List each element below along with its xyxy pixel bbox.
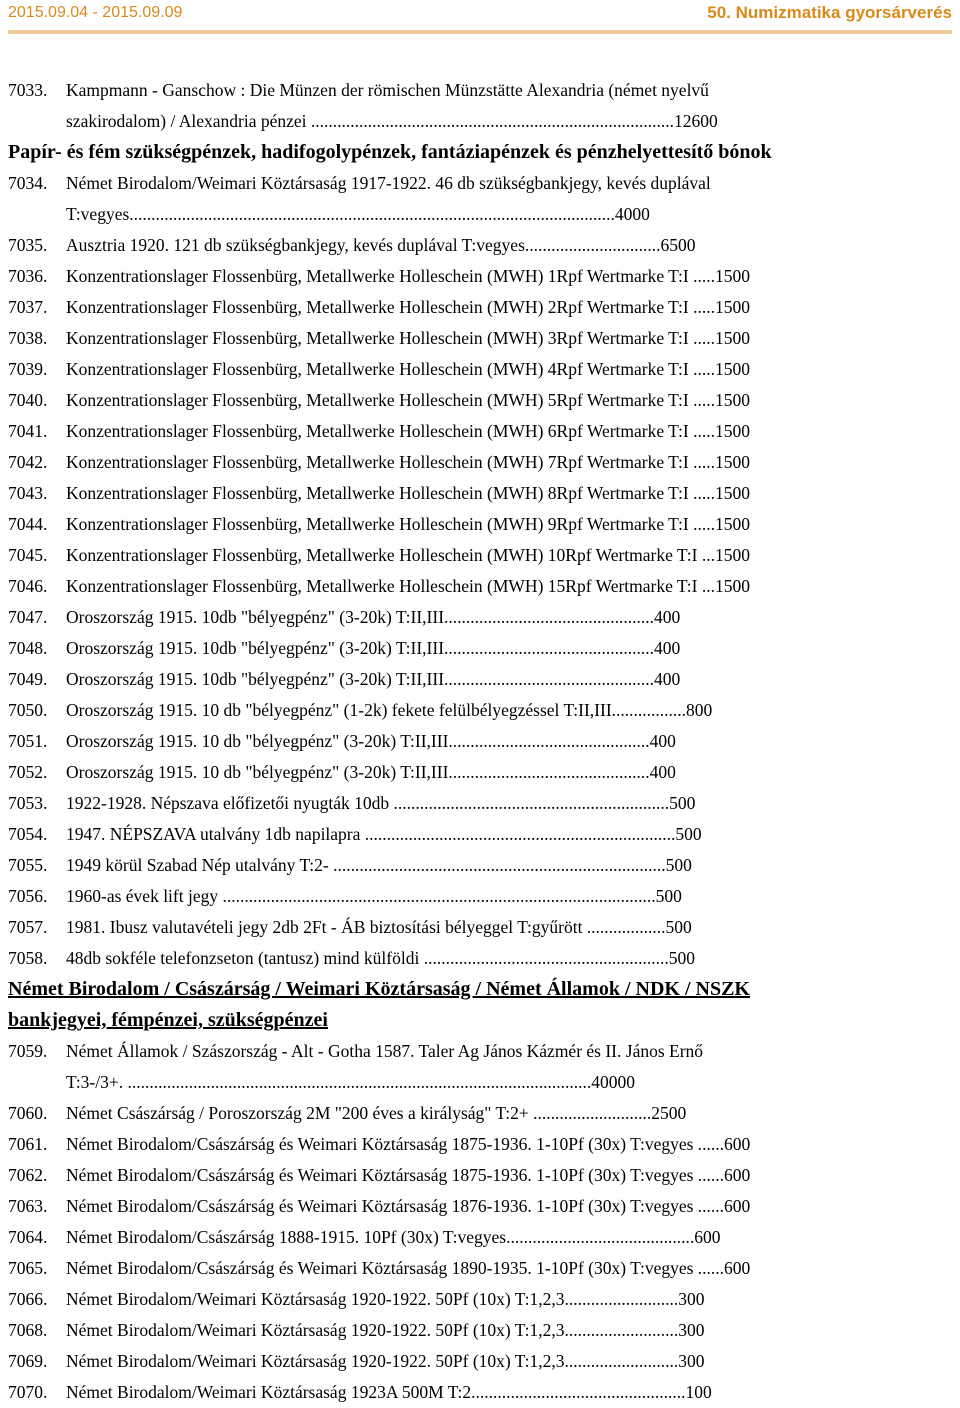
lot-number: 7033. [8, 80, 48, 100]
lot-description-line: Konzentrationslager Flossenbürg, Metallwerke Holleschein (MWH) 15Rpf Wertmarke T:I ...1500 [66, 576, 750, 596]
lot-number: 7060. [8, 1103, 48, 1123]
lot-number: 7048. [8, 638, 48, 658]
lot-description-line: Német Birodalom/Császárság és Weimari Köztársaság 1876-1936. 1-10Pf (30x) T:vegyes ......600 [66, 1196, 751, 1216]
lot-description-line: szakirodalom) / Alexandria pénzei ...................................................................................12600 [66, 111, 718, 131]
lot-list [8, 75, 874, 1408]
lot-number: 7063. [8, 1196, 48, 1216]
lot-number: 7050. [8, 700, 48, 720]
lot-description-line: Német Birodalom/Weimari Köztársaság 1923A 500M T:2.................................................100 [66, 1382, 712, 1402]
lot-entry [8, 354, 874, 385]
lot-number: 7046. [8, 576, 48, 596]
lot-description-line: 1960-as évek lift jegy ...................................................................................................500 [66, 886, 682, 906]
lot-description-line: Konzentrationslager Flossenbürg, Metallwerke Holleschein (MWH) 5Rpf Wertmarke T:I .....1500 [66, 390, 750, 410]
lot-description-line: 1949 körül Szabad Nép utalvány T:2- ............................................................................500 [66, 855, 692, 875]
lot-entry [8, 1346, 874, 1377]
lot-entry [8, 1377, 874, 1408]
lot-entry [8, 478, 874, 509]
lot-entry [8, 850, 874, 881]
lot-entry [8, 1253, 874, 1284]
lot-number: 7070. [8, 1382, 48, 1402]
lot-number: 7062. [8, 1165, 48, 1185]
lot-number: 7055. [8, 855, 48, 875]
lot-entry [8, 1222, 874, 1253]
lot-entry [8, 819, 874, 850]
lot-description-line: T:vegyes...............................................................................................................4000 [66, 204, 650, 224]
lot-description-line: Konzentrationslager Flossenbürg, Metallwerke Holleschein (MWH) 4Rpf Wertmarke T:I .....1500 [66, 359, 750, 379]
lot-entry [8, 695, 874, 726]
lot-entry [8, 633, 874, 664]
lot-description-line: Német Császárság / Poroszország 2M "200 éves a királyság" T:2+ ...........................2500 [66, 1103, 687, 1123]
lot-number: 7038. [8, 328, 48, 348]
lot-entry [8, 1191, 874, 1222]
lot-number: 7066. [8, 1289, 48, 1309]
lot-number: 7053. [8, 793, 48, 813]
lot-number: 7036. [8, 266, 48, 286]
lot-entry [8, 757, 874, 788]
lot-description-line: Német Birodalom/Weimari Köztársaság 1917-1922. 46 db szükségbankjegy, kevés duplával [66, 173, 711, 193]
lot-number: 7034. [8, 173, 48, 193]
lot-number: 7040. [8, 390, 48, 410]
lot-number: 7068. [8, 1320, 48, 1340]
lot-entry [8, 447, 874, 478]
lot-number: 7057. [8, 917, 48, 937]
lot-description-line: Konzentrationslager Flossenbürg, Metallwerke Holleschein (MWH) 8Rpf Wertmarke T:I .....1500 [66, 483, 750, 503]
lot-description-line: Német Birodalom/Weimari Köztársaság 1920-1922. 50Pf (10x) T:1,2,3..........................300 [66, 1351, 705, 1371]
lot-description-line: Oroszország 1915. 10 db "bélyegpénz" (3-20k) T:II,III..............................................400 [66, 731, 676, 751]
lot-entry [8, 664, 874, 695]
lot-description-line: Német Birodalom/Weimari Köztársaság 1920-1922. 50Pf (10x) T:1,2,3..........................300 [66, 1289, 705, 1309]
lot-number: 7041. [8, 421, 48, 441]
lot-description-line: Konzentrationslager Flossenbürg, Metallwerke Holleschein (MWH) 1Rpf Wertmarke T:I .....1500 [66, 266, 750, 286]
lot-number: 7037. [8, 297, 48, 317]
lot-number: 7045. [8, 545, 48, 565]
lot-number: 7049. [8, 669, 48, 689]
lot-entry [8, 385, 874, 416]
lot-entry [8, 1315, 874, 1346]
lot-description-line: 1947. NÉPSZAVA utalvány 1db napilapra .......................................................................500 [66, 824, 702, 844]
lot-entry [8, 416, 874, 447]
lot-entry [8, 1160, 874, 1191]
lot-entry [8, 168, 874, 230]
lot-number: 7054. [8, 824, 48, 844]
lot-number: 7043. [8, 483, 48, 503]
lot-description-line: 1922-1928. Népszava előfizetői nyugták 10db ...............................................................500 [66, 793, 696, 813]
lot-description-line: Német Államok / Szászország - Alt - Gotha 1587. Taler Ag János Kázmér és II. János Ernő [66, 1041, 704, 1061]
section-heading-line: Papír- és fém szükségpénzek, hadifogolypénzek, fantáziapénzek és pénzhelyettesítő bónok [8, 141, 772, 163]
section-heading-line: Német Birodalom / Császárság / Weimari Köztársaság / Német Államok / NDK / NSZK [8, 978, 750, 1000]
lot-entry [8, 1098, 874, 1129]
lot-entry [8, 881, 874, 912]
section-heading [8, 137, 874, 168]
lot-entry [8, 323, 874, 354]
auction-title: 50. Numizmatika gyorsárverés [707, 3, 952, 22]
lot-number: 7047. [8, 607, 48, 627]
page-header [0, 0, 960, 37]
lot-description-line: Konzentrationslager Flossenbürg, Metallwerke Holleschein (MWH) 2Rpf Wertmarke T:I .....1500 [66, 297, 750, 317]
lot-entry [8, 1129, 874, 1160]
lot-description-line: 1981. Ibusz valutavételi jegy 2db 2Ft - ÁB biztosítási bélyeggel T:gyűrött ..................500 [66, 917, 692, 937]
lot-number: 7069. [8, 1351, 48, 1371]
lot-number: 7059. [8, 1041, 48, 1061]
lot-description-line: Oroszország 1915. 10db "bélyegpénz" (3-20k) T:II,III................................................400 [66, 669, 681, 689]
lot-entry [8, 230, 874, 261]
lot-description-line: Konzentrationslager Flossenbürg, Metallwerke Holleschein (MWH) 10Rpf Wertmarke T:I ...1500 [66, 545, 750, 565]
lot-number: 7052. [8, 762, 48, 782]
lot-number: 7061. [8, 1134, 48, 1154]
section-heading [8, 974, 874, 1036]
lot-number: 7056. [8, 886, 48, 906]
lot-entry [8, 292, 874, 323]
lot-description-line: Oroszország 1915. 10db "bélyegpénz" (3-20k) T:II,III................................................400 [66, 638, 681, 658]
lot-description-line: 48db sokféle telefonzseton (tantusz) mind külföldi ........................................................500 [66, 948, 695, 968]
lot-number: 7044. [8, 514, 48, 534]
lot-number: 7039. [8, 359, 48, 379]
lot-description-line: Ausztria 1920. 121 db szükségbankjegy, kevés duplával T:vegyes...............................6500 [66, 235, 696, 255]
lot-entry [8, 571, 874, 602]
lot-description-line: Német Birodalom/Császárság és Weimari Köztársaság 1875-1936. 1-10Pf (30x) T:vegyes ......600 [66, 1165, 751, 1185]
lot-number: 7065. [8, 1258, 48, 1278]
lot-description-line: Oroszország 1915. 10db "bélyegpénz" (3-20k) T:II,III................................................400 [66, 607, 681, 627]
lot-description-line: Konzentrationslager Flossenbürg, Metallwerke Holleschein (MWH) 6Rpf Wertmarke T:I .....1500 [66, 421, 750, 441]
section-heading-line: bankjegyei, fémpénzei, szükségpénzei [8, 1009, 328, 1031]
lot-entry [8, 912, 874, 943]
lot-entry [8, 788, 874, 819]
lot-description-line: Kampmann - Ganschow : Die Münzen der römischen Münzstätte Alexandria (német nyelvű [66, 80, 709, 100]
lot-description-line: Német Birodalom/Császárság 1888-1915. 10Pf (30x) T:vegyes...........................................600 [66, 1227, 721, 1247]
lot-number: 7042. [8, 452, 48, 472]
lot-description-line: Konzentrationslager Flossenbürg, Metallwerke Holleschein (MWH) 9Rpf Wertmarke T:I .....1500 [66, 514, 750, 534]
lot-entry [8, 509, 874, 540]
lot-description-line: T:3-/3+. ..........................................................................................................40000 [66, 1072, 635, 1092]
lot-description-line: Német Birodalom/Császárság és Weimari Köztársaság 1875-1936. 1-10Pf (30x) T:vegyes ......600 [66, 1134, 751, 1154]
lot-description-line: Konzentrationslager Flossenbürg, Metallwerke Holleschein (MWH) 3Rpf Wertmarke T:I .....1500 [66, 328, 750, 348]
lot-entry [8, 261, 874, 292]
lot-entry [8, 1036, 874, 1098]
lot-description-line: Oroszország 1915. 10 db "bélyegpénz" (3-20k) T:II,III..............................................400 [66, 762, 676, 782]
lot-number: 7064. [8, 1227, 48, 1247]
lot-entry [8, 602, 874, 633]
lot-entry [8, 943, 874, 974]
lot-entry [8, 75, 874, 137]
lot-entry [8, 726, 874, 757]
lot-number: 7051. [8, 731, 48, 751]
lot-entry [8, 1284, 874, 1315]
auction-dates: 2015.09.04 - 2015.09.09 [8, 4, 183, 21]
lot-description-line: Német Birodalom/Császárság és Weimari Köztársaság 1890-1935. 1-10Pf (30x) T:vegyes ......600 [66, 1258, 751, 1278]
lot-description-line: Oroszország 1915. 10 db "bélyegpénz" (1-2k) fekete felülbélyegzéssel T:II,III.................800 [66, 700, 713, 720]
lot-description-line: Német Birodalom/Weimari Köztársaság 1920-1922. 50Pf (10x) T:1,2,3..........................300 [66, 1320, 705, 1340]
lot-description-line: Konzentrationslager Flossenbürg, Metallwerke Holleschein (MWH) 7Rpf Wertmarke T:I .....1500 [66, 452, 750, 472]
lot-number: 7035. [8, 235, 48, 255]
lot-number: 7058. [8, 948, 48, 968]
header-divider [8, 30, 952, 34]
lot-entry [8, 540, 874, 571]
